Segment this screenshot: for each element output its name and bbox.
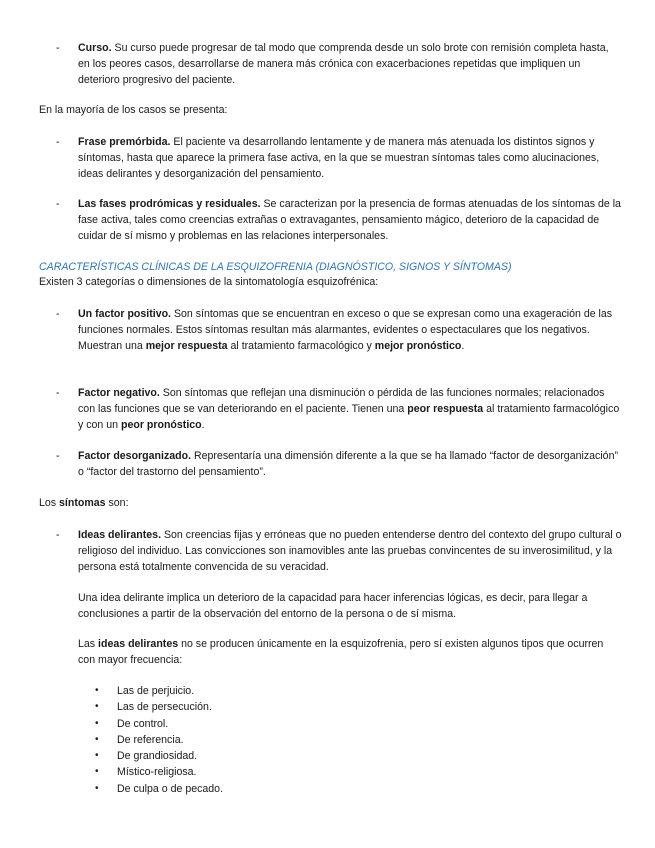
- item-title: Curso.: [78, 42, 112, 54]
- item-text: .: [461, 340, 465, 353]
- item-text: Representaría una dimensión diferente a la que se ha llamado “factor de desorganización” o “factor del trastorno del pensamiento”.: [78, 450, 618, 479]
- emphasis: peor pronóstico: [121, 419, 202, 432]
- list-dash: -: [56, 308, 60, 320]
- item-title: Factor desorganizado.: [78, 450, 192, 462]
- paragraph-ideas-delirantes-3: [78, 636, 623, 668]
- item-text: Son síntomas que reflejan una disminución o pérdida de las funciones normales; relacionados con las funciones que se van deteriorando en el paciente. Tienen una: [78, 387, 605, 416]
- emphasis: ideas delirantes: [98, 638, 179, 650]
- bullet-icon: •: [95, 685, 99, 696]
- item-text: El paciente va desarrollando lentamente y de manera más atenuada los distintos signos y síntomas, hasta que aparece la primera fase activa, en la que se muestran síntomas tales como alucinaciones, ideas delirantes y desorganización del pensamiento.: [78, 136, 600, 181]
- list-dash: -: [56, 387, 60, 399]
- list-item-text: Místico-religiosa.: [117, 766, 197, 779]
- paragraph-sintomas-intro: [39, 495, 629, 511]
- intro-text: Los: [39, 497, 60, 509]
- para-text: Las: [78, 638, 99, 650]
- list-item: [95, 699, 223, 715]
- list-item-text: De control.: [117, 717, 169, 730]
- list-item: [95, 748, 223, 764]
- list-item-factor-negativo: [78, 385, 623, 434]
- list-item: [95, 764, 223, 780]
- list-dash: -: [56, 450, 60, 462]
- list-dash: -: [56, 529, 60, 541]
- list-item-text: De culpa o de pecado.: [117, 782, 224, 795]
- paragraph-ideas-delirantes-2: Una idea delirante implica un deterioro de la capacidad para hacer inferencias lógicas, es decir, para llegar a conclusiones a partir de la observación del entorno de la persona o de sí misma.: [78, 592, 588, 621]
- list-item-text: De grandiosidad.: [117, 750, 198, 763]
- list-item-factor-positivo: [78, 306, 623, 355]
- emphasis: mejor respuesta: [145, 340, 228, 353]
- item-text: Se caracterizan por la presencia de formas atenuadas de los síntomas de la fase activa, tales como creencias extrañas o extravagantes, pensamiento mágico, deterioro de la capacidad de cuidar de sí mismo y problemas en las relaciones interpersonales.: [78, 198, 621, 243]
- emphasis: peor respuesta: [407, 403, 484, 416]
- item-title: Un factor positivo.: [78, 308, 171, 320]
- item-title: Ideas delirantes.: [78, 529, 162, 541]
- list-item: [95, 781, 223, 797]
- list-dash: -: [56, 42, 60, 54]
- list-item: [95, 683, 223, 699]
- bullet-icon: •: [95, 701, 99, 713]
- item-title: Factor negativo.: [78, 387, 160, 399]
- bullet-icon: •: [95, 733, 99, 745]
- emphasis: mejor pronóstico: [374, 340, 462, 353]
- list-item-fases-prodromicas: [78, 196, 623, 245]
- paragraph-intro-categorias: Existen 3 categorías o dimensiones de la sintomatología esquizofrénica:: [39, 276, 379, 288]
- item-title: Frase premórbida.: [78, 136, 171, 148]
- item-text: Son síntomas que se encuentran en exceso o que se expresan como una exageración de las funciones normales. Estos síntomas resultan más alarmantes, evidentes o espectaculares que los negativos. Muestran una: [78, 308, 613, 353]
- bullet-icon: •: [95, 750, 99, 762]
- item-text: al tratamiento farmacológico y: [227, 340, 375, 353]
- bullet-icon: •: [95, 782, 99, 794]
- item-text: al tratamiento farmacológico y con un: [78, 403, 620, 432]
- section-heading: CARACTERÍSTICAS CLÍNICAS DE LA ESQUIZOFRENIA (DIAGNÓSTICO, SIGNOS Y SÍNTOMAS): [39, 261, 512, 273]
- item-text: Son creencias fijas y erróneas que no pueden entenderse dentro del contexto del grupo cultural o religioso del individuo. Las convicciones son inamovibles ante las pruebas convincentes de su inverosimilitud, y la persona está totalmente convencida de su veracidad.: [78, 529, 622, 574]
- list-item-text: Las de perjuicio.: [117, 685, 195, 697]
- list-item: [95, 732, 223, 748]
- list-dash: -: [56, 136, 60, 148]
- bullet-icon: •: [95, 766, 99, 778]
- list-item-factor-desorganizado: [78, 448, 623, 480]
- item-text: Su curso puede progresar de tal modo que comprenda desde un solo brote con remisión completa hasta, en los peores casos, desarrollarse de manera más crónica con exacerbaciones repetidas que impliquen un deterioro progresivo del paciente.: [78, 42, 609, 87]
- intro-text: son:: [105, 497, 129, 509]
- para-text: no se producen únicamente en la esquizofrenia, pero sí existen algunos tipos que ocurren con mayor frecuencia:: [78, 638, 604, 667]
- list-item-ideas-delirantes: [78, 527, 623, 576]
- bullet-icon: •: [95, 717, 99, 729]
- item-text: .: [201, 419, 205, 432]
- emphasis: síntomas: [59, 497, 106, 509]
- list-item-text: De referencia.: [117, 733, 184, 746]
- list-item: [95, 716, 223, 732]
- list-dash: -: [56, 198, 60, 210]
- list-item-fase-premorbida: [78, 134, 623, 183]
- paragraph-intro-casos: En la mayoría de los casos se presenta:: [39, 104, 228, 116]
- list-item-text: Las de persecución.: [117, 701, 212, 714]
- tipos-list: [95, 683, 223, 797]
- item-title: Las fases prodrómicas y residuales.: [78, 198, 261, 210]
- list-item-curso: [78, 40, 623, 89]
